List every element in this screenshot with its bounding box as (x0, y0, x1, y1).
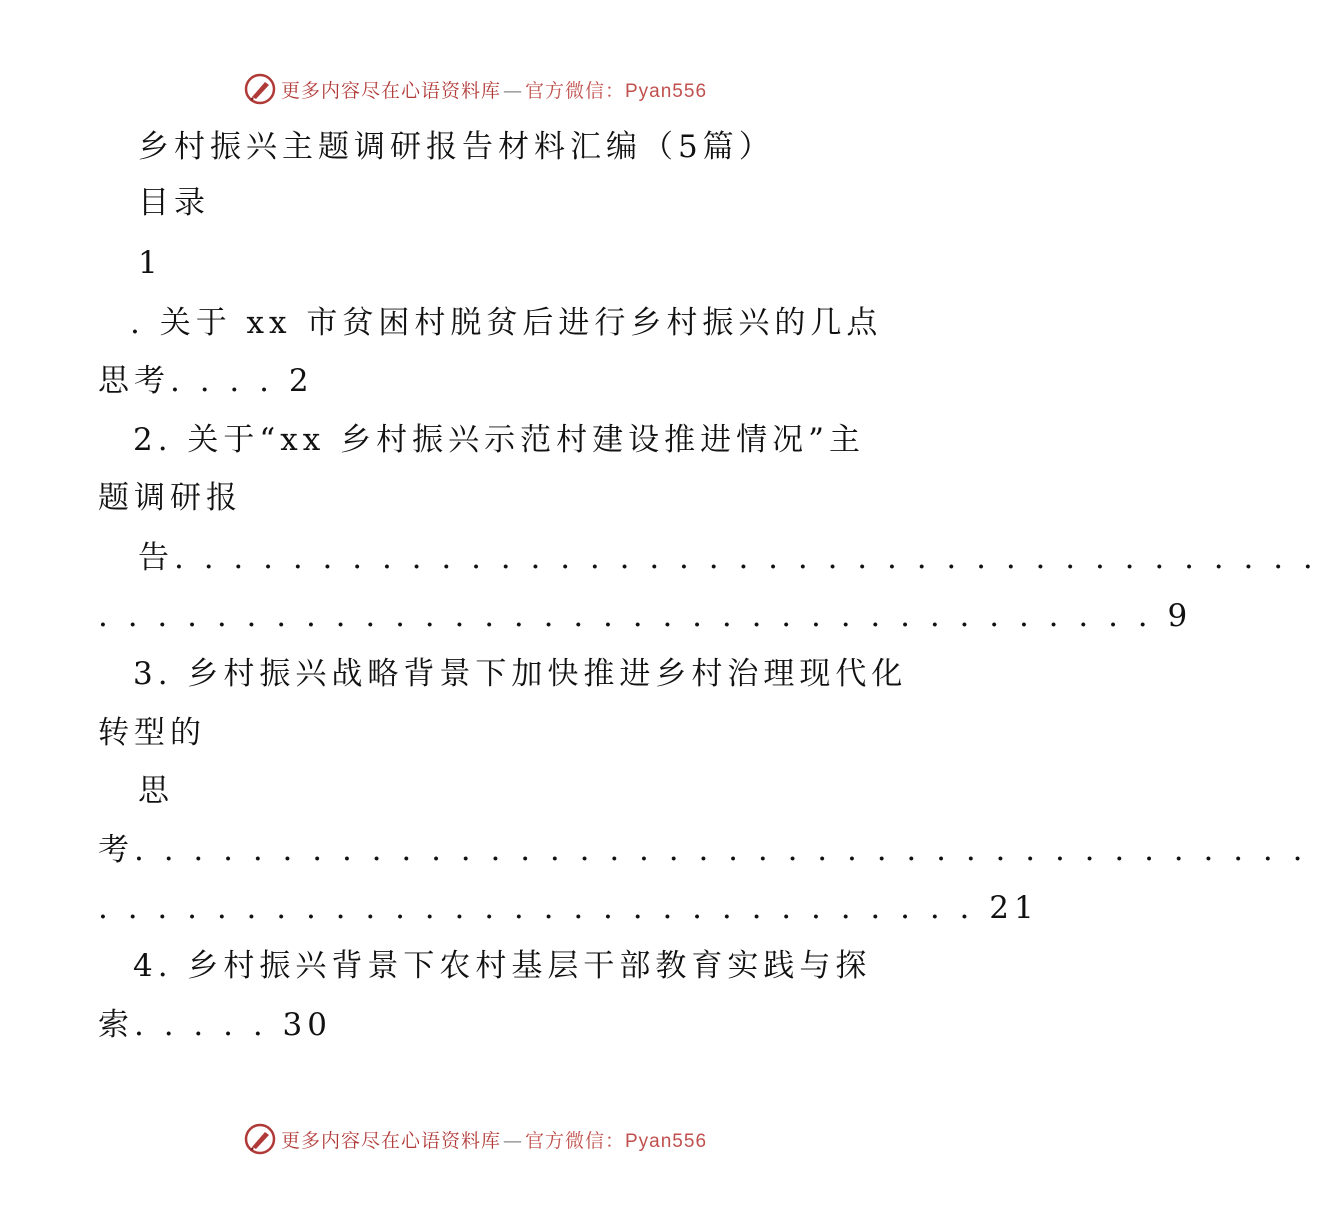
toc-line: . . . . . . . . . . . . . . . . . . . . . . . . . . . . . . . . . . . . 9 (98, 598, 1193, 634)
toc-entry-3[interactable]: 3. 乡村振兴战略背景下加快推进乡村治理现代化 (133, 656, 908, 692)
toc-line: 索. . . . . 30 (98, 1007, 332, 1043)
toc-line: 考. . . . . . . . . . . . . . . . . . . . . . . . . . . . . . . . . . . . . . . . (98, 832, 1308, 868)
toc-entry-1[interactable]: . 关于 xx 市贫困村脱贫后进行乡村振兴的几点 (130, 305, 883, 341)
toc-heading: 目录 (138, 185, 210, 221)
toc-line: 思考. . . . 2 (98, 363, 314, 399)
document-title: 乡村振兴主题调研报告材料汇编（5篇） (138, 129, 775, 165)
toc-line: 题调研报 (98, 480, 242, 516)
toc-line: 转型的 (98, 715, 206, 751)
watermark-text: 更多内容尽在心语资料库 — 官方微信：Pyan556 (280, 1129, 708, 1152)
watermark-text: 更多内容尽在心语资料库 — 官方微信：Pyan556 (280, 79, 708, 102)
pen-logo-icon (243, 1122, 277, 1156)
watermark-banner-bottom (0, 1122, 950, 1156)
toc-entry-4[interactable]: 4. 乡村振兴背景下农村基层干部教育实践与探 (133, 948, 872, 984)
toc-line: . . . . . . . . . . . . . . . . . . . . . . . . . . . . . . 21 (98, 890, 1039, 926)
toc-entry-2[interactable]: 2. 关于“xx 乡村振兴示范村建设推进情况”主 (133, 422, 865, 458)
toc-line: 思 (138, 773, 174, 809)
toc-line: 1 (138, 245, 163, 281)
toc-line: 告. . . . . . . . . . . . . . . . . . . . . . . . . . . . . . . . . . . . . . . (138, 540, 1318, 576)
